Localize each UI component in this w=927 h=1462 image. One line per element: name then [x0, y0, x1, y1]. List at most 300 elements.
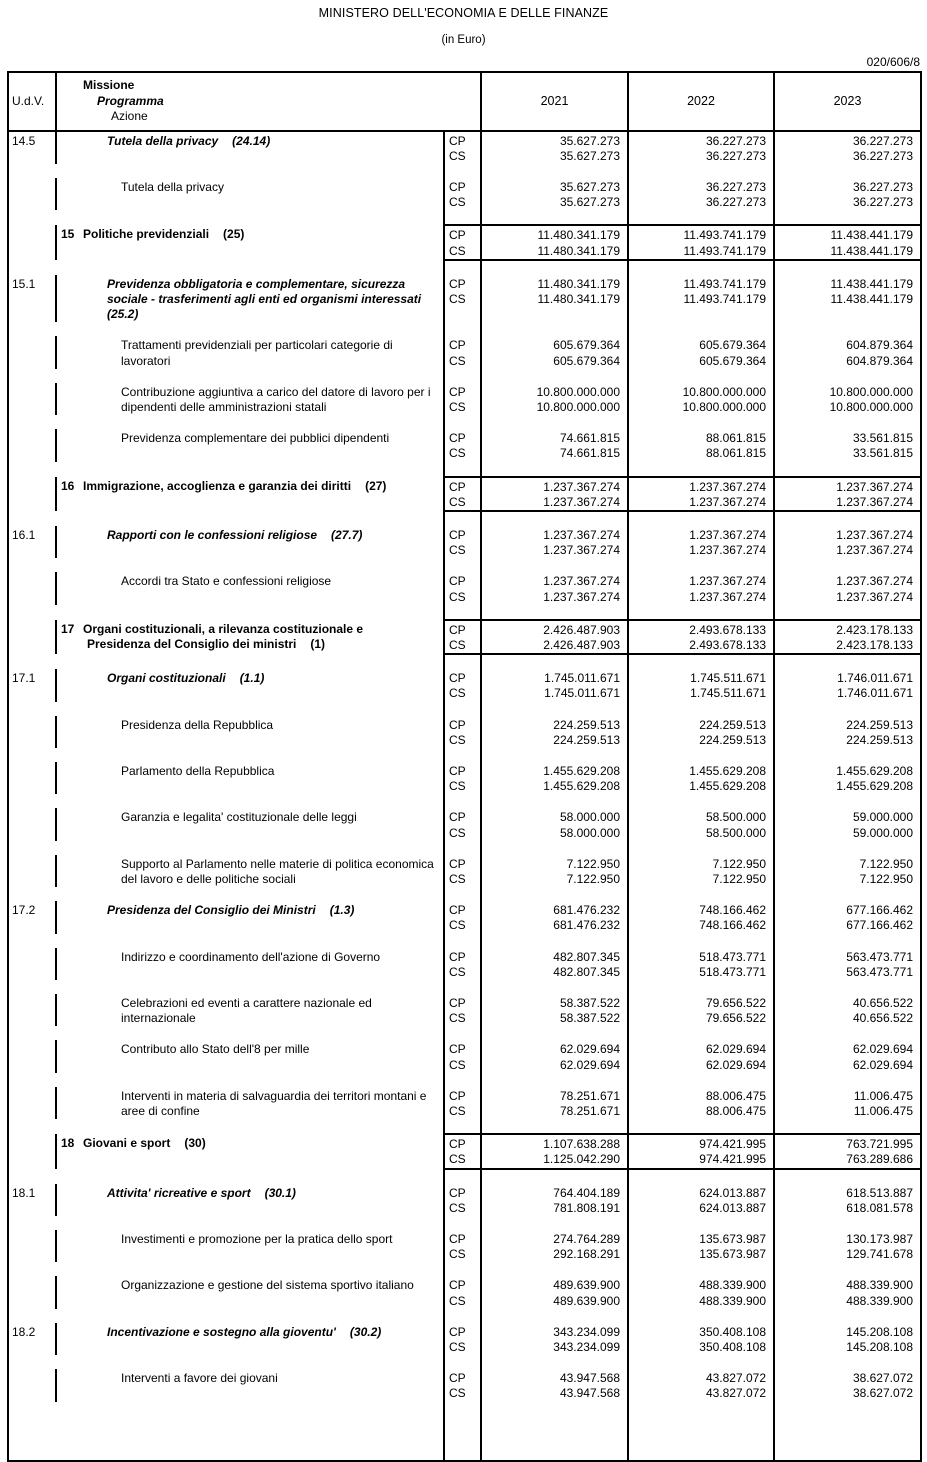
- value-cp: 58.500.000: [705, 810, 766, 825]
- table-row: [8, 808, 921, 840]
- value-cp: 62.029.694: [852, 1042, 913, 1057]
- spacer-y2: [628, 934, 774, 948]
- spacer-y3: [774, 841, 921, 855]
- value-cp: 764.404.189: [553, 1185, 620, 1200]
- cell-description: [56, 178, 444, 210]
- value-cp: 36.227.273: [705, 179, 766, 194]
- value-cs: 1.237.367.274: [836, 543, 913, 558]
- value-cs: 518.473.771: [699, 964, 766, 979]
- cell-type: [444, 1276, 481, 1308]
- value-cs: 58.000.000: [559, 825, 620, 840]
- cell-type: [444, 275, 481, 323]
- spacer-y3: [774, 1073, 921, 1087]
- cell-value-2023: [774, 429, 921, 461]
- spacer-y1: [481, 1309, 628, 1323]
- spacer-desc: [56, 605, 444, 620]
- cell-udv: [8, 948, 56, 980]
- spacer-desc: [56, 654, 444, 669]
- label-azione: Supporto al Parlamento nelle materie di politica economica del lavoro e delle politiche sociali: [121, 856, 434, 886]
- type-cp: CP: [449, 810, 466, 825]
- spacer-y2: [628, 1262, 774, 1276]
- value-cp: 1.237.367.274: [689, 574, 766, 589]
- spacer-y3: [774, 462, 921, 477]
- table-row: [8, 225, 921, 259]
- spacer-type: [444, 1216, 481, 1230]
- spacer-desc: [56, 369, 444, 383]
- spacer-desc: [56, 887, 444, 901]
- type-cp: CP: [449, 276, 466, 291]
- value-cs: 482.807.345: [553, 964, 620, 979]
- cell-value-2023: [774, 572, 921, 604]
- spacer-type: [444, 841, 481, 855]
- cell-udv: [8, 1040, 56, 1072]
- type-cp: CP: [449, 1278, 466, 1293]
- spacer-y1: [481, 322, 628, 336]
- cell-type: [444, 526, 481, 558]
- value-cp: 11.480.341.179: [537, 228, 620, 243]
- spacer-y1: [481, 654, 628, 669]
- value-cs: 11.006.475: [853, 1104, 913, 1119]
- value-cs: 11.493.741.179: [683, 291, 766, 306]
- cell-description: [56, 572, 444, 604]
- value-cp: 36.227.273: [852, 179, 913, 194]
- cell-value-2023: [774, 669, 921, 701]
- cell-value-2022: [628, 178, 774, 210]
- cell-value-2023: [774, 225, 921, 259]
- type-cp: CP: [449, 717, 466, 732]
- row-spacer: [8, 934, 921, 948]
- type-cs: CS: [449, 1200, 466, 1215]
- cell-value-2023: [774, 131, 921, 164]
- cell-value-2021: [481, 669, 628, 701]
- type-cs: CS: [449, 1057, 466, 1072]
- cell-udv: 18.1: [8, 1184, 56, 1216]
- value-cp: 10.800.000.000: [536, 384, 620, 399]
- cell-value-2022: [628, 1184, 774, 1216]
- cell-description: [56, 1134, 444, 1168]
- value-cs: 563.473.771: [846, 964, 913, 979]
- value-cp: 88.006.475: [705, 1088, 766, 1103]
- value-cs: 1.237.367.274: [543, 543, 620, 558]
- spacer-y3: [774, 1169, 921, 1184]
- type-cs: CS: [449, 964, 466, 979]
- value-cp: 1.455.629.208: [836, 763, 913, 778]
- type-cs: CS: [449, 1152, 466, 1167]
- value-cp: 58.000.000: [559, 810, 620, 825]
- spacer-udv: [8, 1073, 56, 1087]
- value-cp: 7.122.950: [566, 856, 620, 871]
- cell-description: [56, 901, 444, 933]
- value-cp: 624.013.887: [699, 1185, 766, 1200]
- cell-udv: [8, 762, 56, 794]
- cell-type: [444, 131, 481, 164]
- value-cp: 10.800.000.000: [682, 384, 766, 399]
- spacer-udv: [8, 934, 56, 948]
- cell-value-2022: [628, 901, 774, 933]
- spacer-desc: [56, 1309, 444, 1323]
- label-azione: Indirizzo e coordinamento dell'azione di Governo: [121, 949, 381, 964]
- value-cp: 488.339.900: [699, 1278, 766, 1293]
- value-cs: 1.237.367.274: [689, 494, 766, 509]
- value-cs: 681.476.232: [553, 918, 620, 933]
- spacer-y2: [628, 511, 774, 526]
- row-spacer: [8, 605, 921, 620]
- header-row: [8, 72, 921, 131]
- value-cp: 563.473.771: [846, 949, 913, 964]
- filler-y3: [774, 1402, 921, 1461]
- value-cs: 7.122.950: [859, 872, 913, 886]
- spacer-y3: [774, 1355, 921, 1369]
- cell-udv: [8, 178, 56, 210]
- spacer-type: [444, 1026, 481, 1040]
- value-cp: 677.166.462: [846, 903, 913, 918]
- value-cs: 604.879.364: [846, 353, 913, 368]
- value-cp: 2.423.178.133: [836, 622, 913, 637]
- cell-udv: [8, 620, 56, 654]
- value-cs: 605.679.364: [553, 353, 620, 368]
- cell-value-2023: [774, 275, 921, 323]
- cell-udv: [8, 225, 56, 259]
- cell-udv: [8, 1134, 56, 1168]
- value-cp: 605.679.364: [699, 338, 766, 353]
- spacer-type: [444, 794, 481, 808]
- row-spacer: [8, 1355, 921, 1369]
- value-cs: 1.455.629.208: [543, 779, 620, 794]
- spacer-y1: [481, 1169, 628, 1184]
- value-cs: 74.661.815: [559, 446, 620, 461]
- table-row: [8, 620, 921, 654]
- cell-type: [444, 1134, 481, 1168]
- type-cp: CP: [449, 949, 466, 964]
- cell-value-2021: [481, 1323, 628, 1355]
- spacer-type: [444, 369, 481, 383]
- value-cs: 1.455.629.208: [836, 779, 913, 794]
- cell-udv: [8, 429, 56, 461]
- spacer-desc: [56, 1073, 444, 1087]
- spacer-y1: [481, 748, 628, 762]
- cell-value-2022: [628, 336, 774, 368]
- type-cp: CP: [449, 228, 466, 243]
- type-cp: CP: [449, 384, 466, 399]
- spacer-y2: [628, 210, 774, 225]
- spacer-y2: [628, 605, 774, 620]
- value-cp: 59.000.000: [852, 810, 913, 825]
- cell-type: [444, 1369, 481, 1401]
- row-spacer: [8, 164, 921, 178]
- cell-description: [56, 275, 444, 323]
- spacer-udv: [8, 794, 56, 808]
- ministry-title: MINISTERO DELL'ECONOMIA E DELLE FINANZE: [318, 6, 609, 20]
- cell-value-2021: [481, 1369, 628, 1401]
- type-cp: CP: [449, 479, 466, 494]
- cell-value-2023: [774, 1184, 921, 1216]
- value-cp: 7.122.950: [712, 856, 766, 871]
- cell-value-2022: [628, 383, 774, 415]
- spacer-type: [444, 1169, 481, 1184]
- value-cs: 2.426.487.903: [543, 637, 620, 652]
- spacer-y1: [481, 887, 628, 901]
- cell-type: [444, 808, 481, 840]
- spacer-y2: [628, 1169, 774, 1184]
- value-cs: 11.480.341.179: [537, 291, 620, 306]
- cell-value-2022: [628, 716, 774, 748]
- cell-description: [56, 762, 444, 794]
- spacer-y1: [481, 415, 628, 429]
- label-azione: Contribuzione aggiuntiva a carico del datore di lavoro per i dipendenti delle amministrazioni statali: [121, 384, 431, 414]
- cell-value-2022: [628, 1276, 774, 1308]
- value-cp: 1.746.011.671: [837, 671, 913, 686]
- value-cp: 224.259.513: [699, 717, 766, 732]
- value-cs: 763.289.686: [846, 1152, 913, 1167]
- value-cs: 1.455.629.208: [689, 779, 766, 794]
- value-cp: 618.513.887: [846, 1185, 913, 1200]
- spacer-desc: [56, 841, 444, 855]
- currency-note: (in Euro): [441, 34, 486, 46]
- type-cp: CP: [449, 527, 466, 542]
- spacer-y3: [774, 260, 921, 275]
- table-row: [8, 1323, 921, 1355]
- value-cp: 62.029.694: [559, 1042, 620, 1057]
- spacer-y1: [481, 980, 628, 994]
- spacer-udv: [8, 260, 56, 275]
- value-cs: 11.438.441.179: [830, 291, 913, 306]
- spacer-udv: [8, 748, 56, 762]
- spacer-type: [444, 462, 481, 477]
- cell-udv: [8, 572, 56, 604]
- spacer-y1: [481, 164, 628, 178]
- cell-udv: [8, 855, 56, 887]
- value-cp: 35.627.273: [559, 133, 620, 148]
- spacer-desc: [56, 1169, 444, 1184]
- filler-udv: [8, 1402, 56, 1461]
- value-cs: 11.480.341.179: [537, 243, 620, 258]
- cell-value-2021: [481, 1184, 628, 1216]
- cell-value-2022: [628, 1369, 774, 1401]
- spacer-y2: [628, 1073, 774, 1087]
- spacer-udv: [8, 841, 56, 855]
- type-cs: CS: [449, 872, 466, 886]
- spacer-desc: [56, 1216, 444, 1230]
- cell-type: [444, 429, 481, 461]
- cell-value-2023: [774, 1087, 921, 1119]
- type-cp: CP: [449, 338, 466, 353]
- column-header-azione: Azione: [111, 109, 148, 123]
- cell-type: [444, 669, 481, 701]
- cell-value-2022: [628, 1323, 774, 1355]
- cell-value-2023: [774, 383, 921, 415]
- cell-value-2022: [628, 762, 774, 794]
- cell-description: [56, 429, 444, 461]
- type-cp: CP: [449, 671, 466, 686]
- label-missione: 17 Organi costituzionali, a rilevanza costituzionale e Presidenza del Consiglio dei ministri (1): [61, 621, 364, 651]
- spacer-desc: [56, 1262, 444, 1276]
- label-azione: Presidenza della Repubblica: [121, 717, 274, 732]
- cell-udv: [8, 1087, 56, 1119]
- spacer-desc: [56, 558, 444, 572]
- spacer-y1: [481, 210, 628, 225]
- type-cp: CP: [449, 622, 466, 637]
- cell-udv: [8, 383, 56, 415]
- value-cs: 43.947.568: [559, 1386, 620, 1401]
- value-cs: 40.656.522: [852, 1011, 913, 1026]
- row-spacer: [8, 415, 921, 429]
- cell-value-2023: [774, 808, 921, 840]
- type-cp: CP: [449, 431, 466, 446]
- type-cs: CS: [449, 589, 466, 604]
- cell-type: [444, 1184, 481, 1216]
- row-spacer: [8, 1262, 921, 1276]
- cell-type: [444, 572, 481, 604]
- row-spacer: [8, 654, 921, 669]
- label-azione: Interventi in materia di salvaguardia dei territori montani e aree di confine: [121, 1088, 427, 1119]
- cell-value-2021: [481, 1134, 628, 1168]
- type-cs: CS: [449, 732, 466, 747]
- value-cs: 36.227.273: [705, 148, 766, 163]
- type-cp: CP: [449, 133, 466, 148]
- spacer-y3: [774, 748, 921, 762]
- spacer-y2: [628, 1216, 774, 1230]
- cell-description: [56, 1230, 444, 1262]
- value-cp: 58.387.522: [559, 996, 620, 1011]
- cell-value-2021: [481, 131, 628, 164]
- value-cp: 350.408.108: [699, 1324, 766, 1339]
- type-cp: CP: [449, 179, 466, 194]
- row-spacer: [8, 1216, 921, 1230]
- spacer-udv: [8, 369, 56, 383]
- table-row: [8, 901, 921, 933]
- cell-type: [444, 336, 481, 368]
- cell-type: [444, 855, 481, 887]
- cell-value-2023: [774, 948, 921, 980]
- value-cp: 604.879.364: [846, 338, 913, 353]
- label-missione: 18 Giovani e sport (30): [61, 1136, 206, 1151]
- cell-description: [56, 1040, 444, 1072]
- cell-value-2023: [774, 1230, 921, 1262]
- value-cp: 1.237.367.274: [689, 479, 766, 494]
- value-cs: 59.000.000: [852, 825, 913, 840]
- spacer-type: [444, 322, 481, 336]
- cell-udv: [8, 477, 56, 511]
- value-cs: 624.013.887: [699, 1200, 766, 1215]
- label-azione: Trattamenti previdenziali per particolari categorie di lavoratori: [121, 338, 393, 368]
- cell-value-2021: [481, 994, 628, 1026]
- spacer-desc: [56, 1355, 444, 1369]
- table-row: [8, 994, 921, 1026]
- value-cp: 2.493.678.133: [689, 622, 766, 637]
- cell-udv: 15.1: [8, 275, 56, 323]
- spacer-y2: [628, 887, 774, 901]
- type-cs: CS: [449, 686, 466, 701]
- value-cp: 488.339.900: [846, 1278, 913, 1293]
- cell-value-2022: [628, 808, 774, 840]
- value-cp: 74.661.815: [559, 431, 620, 446]
- type-cs: CS: [449, 494, 466, 509]
- spacer-udv: [8, 1169, 56, 1184]
- cell-description: [56, 383, 444, 415]
- value-cs: 11.493.741.179: [683, 243, 766, 258]
- cell-type: [444, 620, 481, 654]
- spacer-y2: [628, 462, 774, 477]
- cell-udv: 17.2: [8, 901, 56, 933]
- row-spacer: [8, 887, 921, 901]
- table-body: [8, 131, 921, 1461]
- value-cs: 1.745.511.671: [690, 686, 766, 701]
- cell-type: [444, 948, 481, 980]
- document-header: [0, 0, 927, 47]
- cell-value-2022: [628, 948, 774, 980]
- cell-type: [444, 1087, 481, 1119]
- value-cp: 130.173.987: [846, 1232, 913, 1247]
- spacer-udv: [8, 462, 56, 477]
- spacer-type: [444, 702, 481, 716]
- cell-description: [56, 1369, 444, 1401]
- filler-y2: [628, 1402, 774, 1461]
- table-row: [8, 275, 921, 323]
- label-programma: Tutela della privacy (24.14): [107, 133, 271, 148]
- spacer-y2: [628, 1026, 774, 1040]
- row-spacer: [8, 748, 921, 762]
- cell-value-2023: [774, 1323, 921, 1355]
- cell-value-2023: [774, 178, 921, 210]
- value-cs: 224.259.513: [699, 732, 766, 747]
- column-header-udv: U.d.V.: [8, 72, 56, 131]
- cell-value-2021: [481, 948, 628, 980]
- cell-value-2021: [481, 572, 628, 604]
- spacer-y3: [774, 887, 921, 901]
- label-azione: Previdenza complementare dei pubblici dipendenti: [121, 431, 390, 446]
- spacer-y1: [481, 1262, 628, 1276]
- value-cs: 605.679.364: [699, 353, 766, 368]
- spacer-y3: [774, 558, 921, 572]
- spacer-type: [444, 415, 481, 429]
- label-azione: Celebrazioni ed eventi a carattere nazionale ed internazionale: [121, 996, 372, 1026]
- table-row: [8, 948, 921, 980]
- cell-description: [56, 994, 444, 1026]
- cell-value-2022: [628, 225, 774, 259]
- spacer-y3: [774, 794, 921, 808]
- type-cp: CP: [449, 1371, 466, 1386]
- value-cs: 36.227.273: [852, 195, 913, 210]
- type-cs: CS: [449, 1293, 466, 1308]
- value-cs: 1.125.042.290: [543, 1152, 620, 1167]
- row-spacer: [8, 1026, 921, 1040]
- table-row: [8, 383, 921, 415]
- spacer-y2: [628, 702, 774, 716]
- spacer-y3: [774, 980, 921, 994]
- cell-value-2021: [481, 275, 628, 323]
- value-cp: 1.745.011.671: [544, 671, 620, 686]
- spacer-udv: [8, 322, 56, 336]
- row-spacer: [8, 369, 921, 383]
- cell-description: [56, 948, 444, 980]
- cell-value-2022: [628, 526, 774, 558]
- spacer-udv: [8, 980, 56, 994]
- spacer-y3: [774, 210, 921, 225]
- column-header-year-2022: 2022: [628, 72, 774, 131]
- label-azione: Contributo allo Stato dell'8 per mille: [121, 1042, 310, 1057]
- cell-type: [444, 762, 481, 794]
- value-cp: 489.639.900: [553, 1278, 620, 1293]
- spacer-udv: [8, 1309, 56, 1323]
- spacer-y1: [481, 605, 628, 620]
- cell-value-2022: [628, 477, 774, 511]
- spacer-y2: [628, 1119, 774, 1134]
- spacer-udv: [8, 1262, 56, 1276]
- cell-description: [56, 669, 444, 701]
- value-cp: 274.764.289: [553, 1232, 620, 1247]
- value-cp: 1.237.367.274: [836, 479, 913, 494]
- spacer-y1: [481, 1216, 628, 1230]
